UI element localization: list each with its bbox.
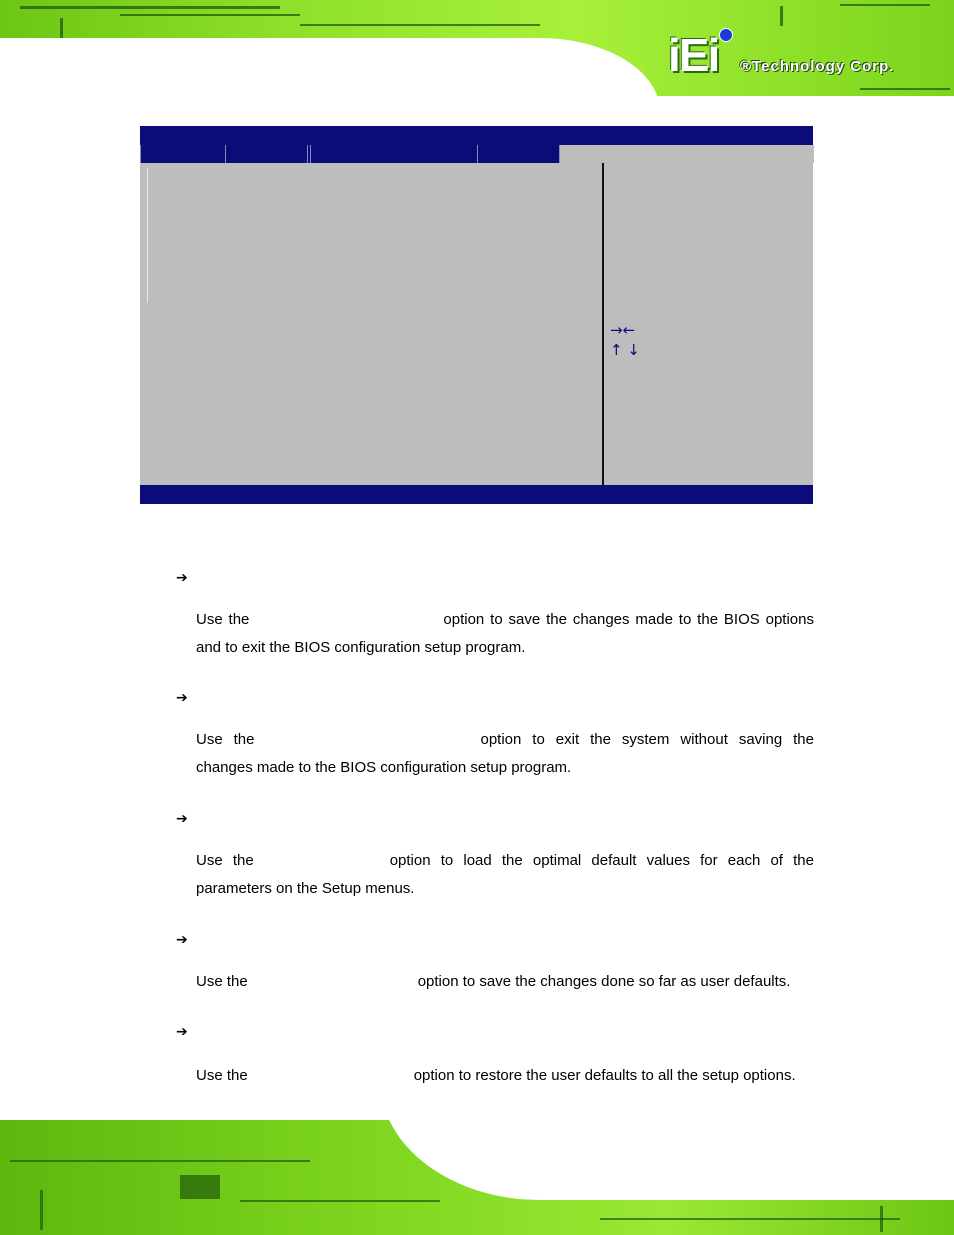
left-right-arrows-icon: →← (610, 321, 636, 339)
description-text: option to load the optimal default values for each of the parameters on the Setup menus. (196, 852, 814, 897)
company-name: ®Technology Corp. (740, 58, 895, 75)
circuit-trace (880, 1206, 883, 1232)
description-text: option to save the changes made to the BIOS options and to exit the BIOS configuration setup program. (196, 611, 814, 656)
arrow-bullet-icon: ➔ (176, 811, 188, 827)
option-description (196, 847, 814, 903)
arrow-bullet-icon: ➔ (176, 932, 188, 948)
circuit-trace (600, 1218, 900, 1220)
option-description (196, 606, 814, 662)
circuit-trace (780, 6, 783, 26)
circuit-trace (240, 1200, 440, 1202)
circuit-trace (20, 6, 280, 9)
arrow-bullet-icon: ➔ (176, 570, 188, 586)
bios-tab (140, 145, 226, 163)
bios-tab (225, 145, 308, 163)
circuit-trace (860, 88, 950, 90)
description-text: option to restore the user defaults to all the setup options. (413, 1067, 796, 1084)
circuit-trace (300, 24, 540, 26)
bios-tab (477, 145, 560, 163)
company-logo (668, 28, 938, 80)
circuit-trace (10, 1160, 310, 1162)
circuit-trace (840, 4, 930, 6)
bios-options-pane (140, 163, 603, 485)
bios-tab-exit (559, 145, 814, 163)
description-text: Use the (196, 1067, 248, 1084)
logo-dot-icon (719, 28, 733, 42)
circuit-chip (180, 1175, 220, 1199)
bios-selection-line (147, 168, 148, 303)
header-swoop (560, 96, 954, 112)
description-text: option to save the changes done so far as user defaults. (417, 973, 791, 990)
description-text: Use the (196, 611, 250, 628)
arrow-bullet-icon: ➔ (176, 1024, 188, 1040)
circuit-trace (120, 14, 300, 16)
description-text: Use the (196, 852, 254, 869)
bios-title-bar (140, 126, 813, 145)
bios-footer-bar (140, 485, 813, 504)
arrow-bullet-icon: ➔ (176, 690, 188, 706)
up-down-arrows-icon: ↑ ↓ (610, 341, 640, 359)
description-text: option to exit the system without saving the changes made to the BIOS configuration setup program. (196, 731, 814, 776)
page-header-banner (0, 0, 954, 112)
description-text: Use the (196, 731, 255, 748)
bios-screenshot (140, 126, 813, 504)
footer-swoop (380, 1120, 954, 1200)
bios-help-pane (610, 320, 640, 360)
bios-pane-divider (602, 163, 604, 485)
page-footer-banner (0, 1120, 954, 1235)
description-text: Use the (196, 973, 248, 990)
logo-mark: iEi (668, 29, 719, 81)
option-description (196, 726, 814, 782)
bios-tab (310, 145, 478, 163)
option-description (196, 1062, 814, 1090)
circuit-trace (40, 1190, 43, 1230)
option-description (196, 968, 814, 996)
